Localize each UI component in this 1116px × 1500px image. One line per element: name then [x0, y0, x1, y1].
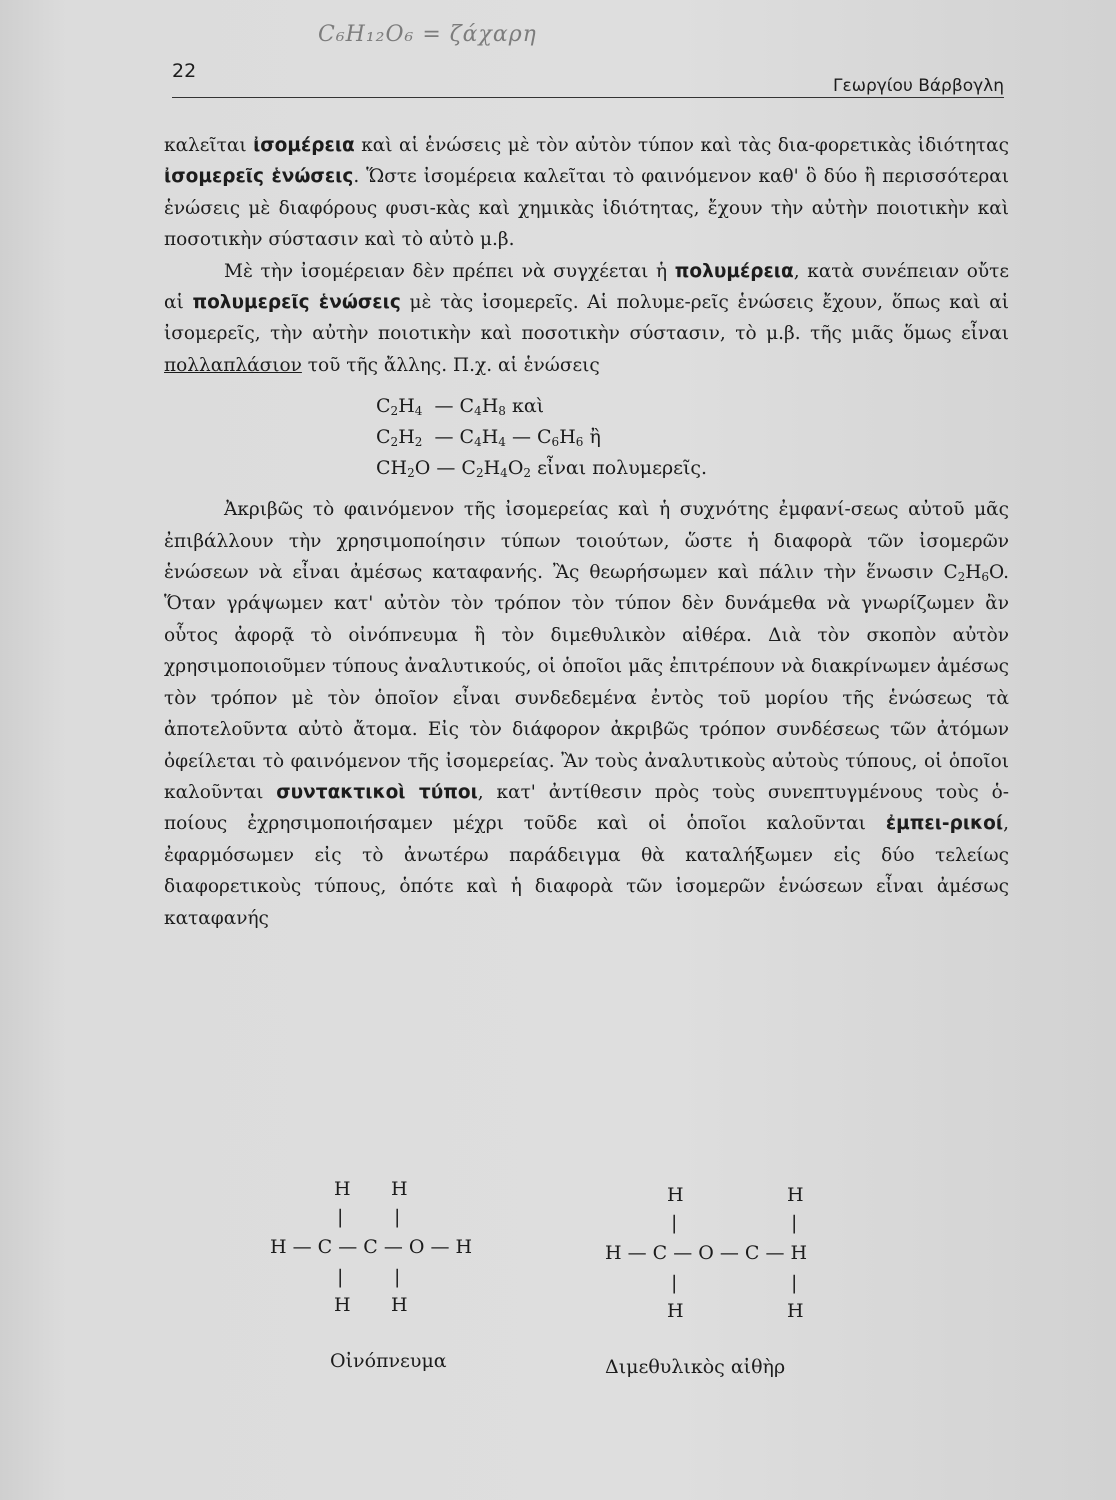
term-isomereia: ἰσομέρεια: [253, 135, 355, 156]
formula-line-2: $C_2H_2$ — $C_4H_4$ — $C_6H_6$ ἢ: [376, 426, 601, 450]
body-text: [164, 130, 1009, 934]
polymer-formulas: [376, 391, 1009, 484]
paragraph-structural-formulas: Ἀκριβῶς τὸ φαινόμενον τῆς ἰσομερείας καὶ ἡ συχνότης ἐμφανί-σεως αὐτοῦ μᾶς ἐπιβάλλουν τὴν χρησιμοποίησιν τύπων τοιούτων, ὥστε ἡ διαφορὰ τῶν ἰσομερῶν ἑνώσεων νὰ εἶναι ἀμέσως καταφανής. Ἂς θεωρήσωμεν καὶ πάλιν τὴν ἕνωσιν $C_2H_6O$. Ὅταν γράψωμεν κατ' αὐτὸν τὸν τρόπον τὸν τύπον δὲν δυνάμεθα νὰ γνωρίζωμεν ἂν οὗτος ἀφορᾷ τὸ οἰνόπνευμα ἢ τὸν διμεθυλικὸν αἰθέρα. Διὰ τὸν σκοπὸν αὐτὸν χρησιμοποιοῦμεν τύπους ἀναλυτικούς, οἱ ὁποῖοι μᾶς ἐπιτρέπουν νὰ διακρίνωμεν ἀμέσως τὸν τρόπον μὲ τὸν ὁποῖον εἶναι συνδεδεμένα ἐντὸς τοῦ μορίου τῆς ἑνώσεως τὰ ἀποτελοῦντα αὐτὸ ἄτομα. Εἰς τὸν διάφορον ἀκριβῶς τρόπον συνδέσεως τῶν ἀτόμων ὀφείλεται τὸ φαινόμενον τῆς ἰσομερείας. Ἂν τοὺς ἀναλυτικοὺς αὐτοὺς τύπους, οἱ ὁποῖοι καλοῦνται συντακτικοὶ τύποι, κατ' ἀντίθεσιν πρὸς τοὺς συνεπτυγμένους τοὺς ὁ-ποίους ἐχρησιμοποιήσαμεν μέχρι τοῦδε καὶ οἱ ὁποῖοι καλοῦνται ἐμπει-ρικοί, ἐφαρμόσωμεν εἰς τὸ ἀνωτέρω παράδειγμα θὰ καταλήξωμεν εἰς δύο τελείως διαφορετικοὺς τύπους, ὁπότε καὶ ἡ διαφορὰ τῶν ἰσομερῶν ἑνώσεων εἶναι ἀμέσως καταφανής: [164, 499, 1010, 929]
term-isomereis-enoseis: ἰσομερεῖς ἑνώσεις: [164, 166, 354, 188]
term-polymereia: πολυμέρεια: [674, 260, 794, 282]
formula-line-1: $C_2H_4$ — $C_4H_8$ καὶ: [376, 395, 545, 419]
term-empeirikoi: ἐμπει-ρικοί: [885, 813, 1004, 835]
running-title: Γεωργίου Βάρβογλη: [833, 76, 1004, 96]
underlined-pollaplasion: πολλαπλάσιον: [164, 354, 302, 376]
ethanol-label: Οἰνόπνευμα: [330, 1350, 447, 1372]
paragraph-polymerism: Μὲ τὴν ἰσομέρειαν δὲν πρέπει νὰ συγχέεται ἡ πολυμέρεια, κατὰ συνέπειαν οὔτε αἱ πολυμερεῖς ἑνώσεις μὲ τὰς ἰσομερεῖς. Αἱ πολυμε-ρεῖς ἑνώσεις ἔχουν, ὅπως καὶ αἱ ἰσομερεῖς, τὴν αὐτὴν ποιοτικὴν καὶ ποσοτικὴν σύστασιν, τὸ μ.β. τῆς μιᾶς ὅμως εἶναι πολλαπλάσιον τοῦ τῆς ἄλλης. Π.χ. αἱ ἑνώσεις: [164, 260, 1009, 376]
header-rule: [172, 97, 1004, 98]
paragraph-isomerism: καλεῖται ἰσομέρεια καὶ αἱ ἑνώσεις μὲ τὸν αὐτὸν τύπον καὶ τὰς δια-φορετικὰς ἰδιότητας ἰσομερεῖς ἑνώσεις. Ὥστε ἰσομέρεια καλεῖται τὸ φαινόμενον καθ' ὃ δύο ἢ περισσότεραι ἑνώσεις μὲ διαφόρους φυσι-κὰς καὶ χημικὰς ἰδιότητας, ἔχουν τὴν αὐτὴν ποιοτικὴν καὶ ποσοτικὴν σύστασιν καὶ τὸ αὐτὸ μ.β.: [164, 135, 1009, 251]
page-number: 22: [172, 60, 197, 82]
ethanol-structure: H H | | H — C — C — O — H | | H H Οἰνόπνευμα: [270, 1178, 473, 1372]
term-polymereis-enoseis: πολυμερεῖς ἑνώσεις: [192, 292, 401, 314]
handwritten-note: C₆H₁₂O₆ = ζάχαρη: [318, 22, 537, 47]
dimethyl-ether-structure: H H | | H — C — O — C — H | | H H Διμεθυλικὸς αἰθὴρ: [605, 1184, 808, 1378]
term-syntaktikoi-typoi: συντακτικοὶ τύποι: [276, 781, 478, 803]
dimethyl-ether-label: Διμεθυλικὸς αἰθὴρ: [605, 1356, 786, 1378]
formula-line-3: $CH_2O$ — $C_2H_4O_2$ εἶναι πολυμερεῖς.: [376, 457, 708, 481]
